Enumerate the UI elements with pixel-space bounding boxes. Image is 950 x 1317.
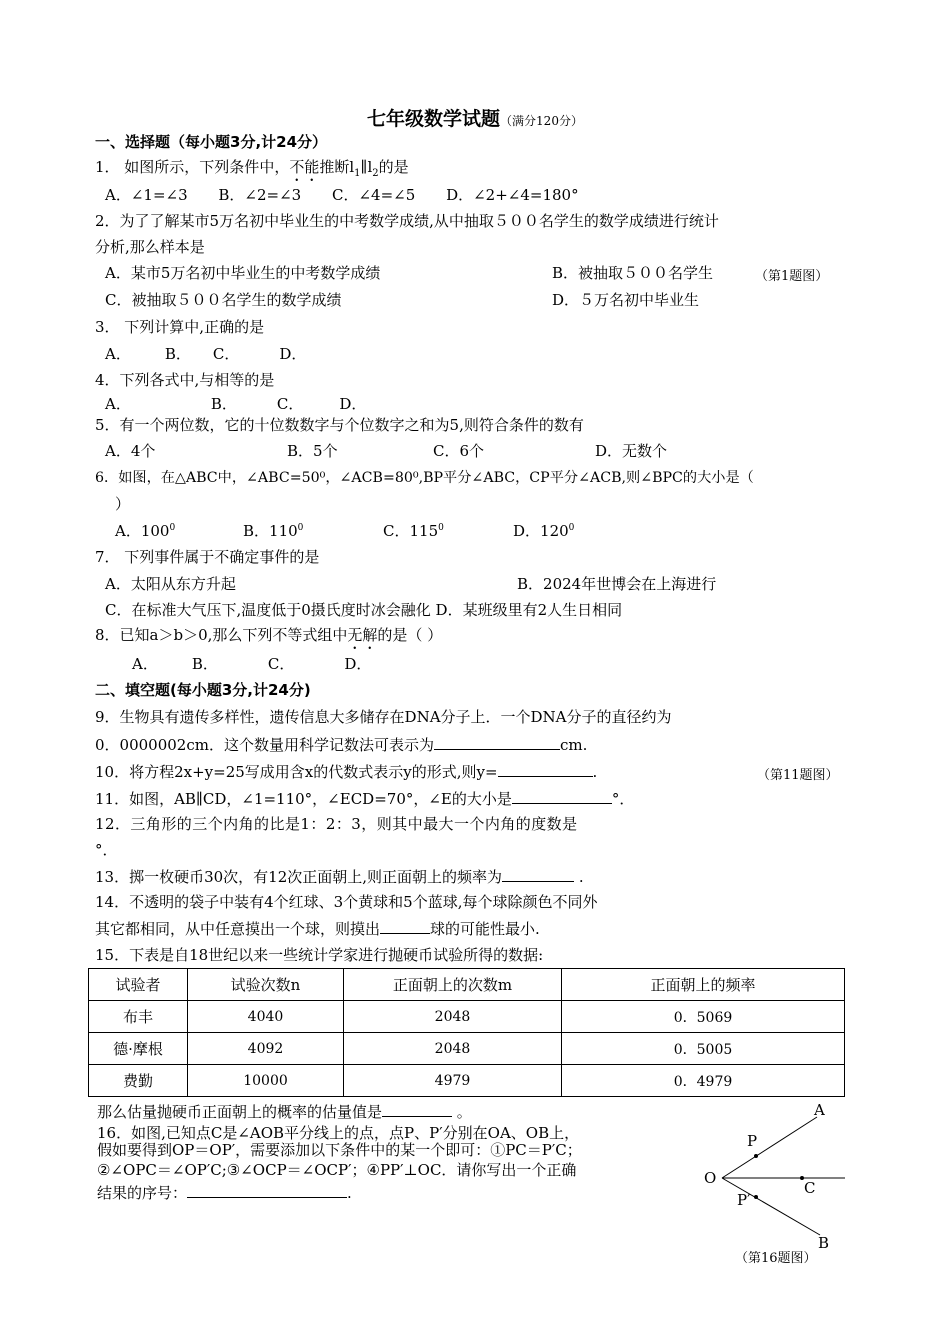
ray-oa	[722, 1117, 817, 1178]
q1-option-a: A．∠1=∠3	[105, 186, 188, 204]
question-7: 7． 下列事件属于不确定事件的是	[95, 548, 320, 566]
q2-option-b: B．被抽取５００名学生	[552, 264, 714, 282]
q16-line4-text: 结果的序号：	[97, 1184, 188, 1202]
q8-stem-a: 8．已知a＞b＞0,那么下列不等式组中	[95, 626, 348, 644]
q9-unit: cm.	[559, 736, 588, 754]
q7-option-cd: C．在标准大气压下,温度低于0摄氏度时冰会融化 D．某班级里有2人生日相同	[105, 601, 623, 619]
q16-answer-blank[interactable]	[187, 1182, 347, 1198]
q16-line2: 假如要得到OP＝OP′，需要添加以下条件中的某一个即可：①PC＝P′C；	[97, 1141, 582, 1159]
label-p: P	[747, 1132, 758, 1150]
table-cell: 布丰	[89, 1001, 188, 1033]
q4-option-d: D．	[339, 395, 367, 413]
question-6: 6．如图，在△ABC中，∠ABC=50⁰，∠ACB=80⁰,BP平分∠ABC，CP平分∠ACB,则∠BPC的大小是（	[95, 470, 754, 486]
table-header-cell: 试验者	[89, 969, 188, 1001]
fig1-caption: （第1题图）	[755, 269, 829, 284]
table-header-cell: 正面朝上的次数m	[344, 969, 562, 1001]
question-10	[95, 761, 597, 782]
q6-options	[115, 521, 575, 541]
table-row	[89, 1001, 845, 1033]
q9-answer-blank[interactable]	[434, 734, 560, 750]
table-cell: 4979	[344, 1065, 562, 1097]
q7-option-a: A．太阳从东方升起	[105, 575, 236, 593]
q5-option-a: A．4个	[105, 442, 156, 460]
table-cell: 0．4979	[562, 1065, 845, 1097]
label-o: O	[704, 1169, 717, 1187]
q10-end: .	[592, 763, 598, 781]
q13-answer-blank[interactable]	[502, 866, 574, 882]
figure-16-angle-diagram	[695, 1095, 860, 1270]
q14-end: 球的可能性最小.	[430, 920, 540, 938]
q14-answer-blank[interactable]	[380, 918, 430, 934]
table-row	[89, 1065, 845, 1097]
q15-end: 。	[456, 1103, 472, 1121]
question-1: 1． 如图所示，下列条件中，不能推断$l_1\parallel l_2$的是	[95, 158, 409, 179]
q4-option-c: C．	[276, 395, 304, 413]
q1-stem-b: 推断	[319, 158, 350, 176]
question-8	[95, 625, 442, 653]
question-11	[95, 788, 634, 809]
table-cell: 0．5069	[562, 1001, 845, 1033]
q1-l2-sub: 2	[372, 168, 379, 179]
q9-line2-text: 0．0000002cm．这个数量用科学记数法可表示为	[95, 736, 434, 754]
q4-option-a: A．	[105, 395, 131, 413]
q2-option-c: C．被抽取５００名学生的数学成绩	[105, 291, 342, 309]
q3-options	[105, 344, 306, 364]
question-4: 4．下列各式中,与相等的是	[95, 371, 275, 389]
q1-emphasis: 不能	[289, 158, 320, 176]
q16-end: .	[347, 1184, 352, 1202]
q7-option-b: B．2024年世博会在上海进行	[517, 575, 717, 593]
question-14: 14．不透明的袋子中装有4个红球、3个黄球和5个蓝球,每个球除颜色不同外	[95, 893, 598, 911]
q5-option-d: D．无数个	[595, 442, 668, 460]
q1-stem-c: 的是	[378, 158, 409, 176]
page-title	[0, 104, 950, 131]
q6-line2: ）	[115, 495, 131, 513]
q2-line2: 分析,那么样本是	[95, 238, 205, 256]
q1-parallel: ∥	[360, 158, 368, 176]
table-row	[89, 1033, 845, 1065]
fig11-caption: （第11题图）	[757, 768, 839, 783]
q15-after	[97, 1101, 472, 1122]
title-score: （满分120分）	[500, 114, 583, 128]
table-header-cell: 试验次数n	[188, 969, 344, 1001]
table-cell: 2048	[344, 1033, 562, 1065]
q14-text: 其它都相同，从中任意摸出一个球，则摸出	[95, 920, 381, 938]
q1-option-d: D．∠2+∠4=180°	[446, 186, 579, 204]
q6-option-a: A．$100^0$	[115, 522, 176, 540]
q1-option-b: B．∠2=∠3	[218, 186, 302, 204]
q9-line2	[95, 734, 587, 755]
q16-line3: ②∠OPC＝∠OP′C;③∠OCP＝∠OCP′；④PP′⊥OC．请你写出一个正确	[97, 1161, 577, 1179]
label-a: A	[814, 1101, 825, 1119]
q6-option-c: C．$115^0$	[383, 522, 444, 540]
q4-options	[105, 394, 366, 414]
q2-option-a: A．某市5万名初中毕业生的中考数学成绩	[105, 264, 381, 282]
q6-option-b: B．$110^0$	[243, 522, 304, 540]
point-p-prime	[754, 1195, 758, 1199]
section-heading-choice: 一、选择题（每小题3分,计24分）	[95, 133, 328, 151]
table-cell: 2048	[344, 1001, 562, 1033]
question-5: 5．有一个两位数，它的十位数数字与个位数字之和为5,则符合条件的数有	[95, 416, 584, 434]
question-16: 16．如图,已知点C是∠AOB平分线上的点，点P、P′分别在OA、OB上，	[97, 1124, 580, 1142]
q15-answer-blank[interactable]	[382, 1101, 452, 1117]
label-p-prime: P′	[737, 1191, 751, 1209]
q11-answer-blank[interactable]	[512, 788, 612, 804]
q8-option-a: A．	[132, 655, 158, 673]
q8-emphasis: 无解	[347, 626, 378, 644]
table-cell: 费勤	[89, 1065, 188, 1097]
q5-options	[105, 441, 668, 461]
question-2	[95, 211, 855, 231]
q8-option-d: D．	[344, 655, 372, 673]
table-header-row	[89, 969, 845, 1001]
q3-option-a: A．	[105, 345, 131, 363]
table-cell: 德·摩根	[89, 1033, 188, 1065]
table-cell: 10000	[188, 1065, 344, 1097]
label-b: B	[818, 1234, 830, 1252]
fig16-caption: （第16题图）	[735, 1251, 817, 1266]
q6-option-d: D．$120^0$	[513, 522, 575, 540]
question-12: 12．三角形的三个内角的比是1：2：3，则其中最大一个内角的度数是	[95, 815, 578, 833]
q5-option-b: B．5个	[287, 442, 338, 460]
section-heading-fill: 二、填空题(每小题3分,计24分)	[95, 681, 311, 699]
q1-stem-a: 1． 如图所示，下列条件中，	[95, 158, 290, 176]
q8-option-c: C．	[267, 655, 295, 673]
question-3: 3． 下列计算中,正确的是	[95, 318, 265, 336]
label-c: C	[804, 1179, 816, 1197]
q13-text: 13．掷一枚硬币30次，有12次正面朝上,则正面朝上的频率为	[95, 868, 503, 886]
question-13	[95, 866, 584, 887]
q16-line4	[97, 1182, 352, 1202]
table-cell: 0．5005	[562, 1033, 845, 1065]
q5-option-c: C．6个	[433, 442, 485, 460]
q11-text: 11．如图，AB∥CD，∠1=110°，∠ECD=70°，∠E的大小是	[95, 790, 512, 808]
table-cell: 4040	[188, 1001, 344, 1033]
q8-options	[132, 654, 371, 674]
question-9	[95, 707, 855, 727]
q15-after-text: 那么估量抛硬币正面朝上的概率的估量值是	[97, 1103, 383, 1121]
q1-options	[105, 185, 579, 205]
q13-end: .	[578, 868, 584, 886]
q10-text: 10．将方程2x+y=25写成用含x的代数式表示y的形式,则y=	[95, 763, 498, 781]
q8-stem-b: 的是（ ）	[377, 626, 443, 644]
q2-line1: 2．为了了解某市5万名初中毕业生的中考数学成绩,从中抽取５００名学生的数学成绩进行统计	[95, 212, 719, 230]
q1-option-c: C．∠4=∠5	[332, 186, 416, 204]
title-main: 七年级数学试题	[367, 108, 501, 130]
table-cell: 4092	[188, 1033, 344, 1065]
q3-option-b: B．	[164, 345, 191, 363]
point-p	[754, 1154, 758, 1158]
table-header-cell: 正面朝上的频率	[562, 969, 845, 1001]
question-15: 15．下表是自18世纪以来一些统计学家进行抛硬币试验所得的数据:	[95, 946, 544, 964]
q8-option-b: B．	[191, 655, 218, 673]
q9-line1: 9．生物具有遗传多样性，遗传信息大多储存在DNA分子上．一个DNA分子的直径约为	[95, 708, 672, 726]
q2-option-d: D．５万名初中毕业生	[552, 291, 700, 309]
q11-end: °．	[611, 790, 635, 808]
coin-toss-table	[88, 968, 845, 1097]
q12-line2: °．	[95, 841, 118, 859]
q4-option-b: B．	[210, 395, 237, 413]
q1-l1-sub: 1	[354, 168, 361, 179]
q3-option-d: D．	[279, 345, 307, 363]
q14-line2	[95, 918, 540, 939]
q3-option-c: C．	[212, 345, 240, 363]
q10-answer-blank[interactable]	[498, 761, 593, 777]
